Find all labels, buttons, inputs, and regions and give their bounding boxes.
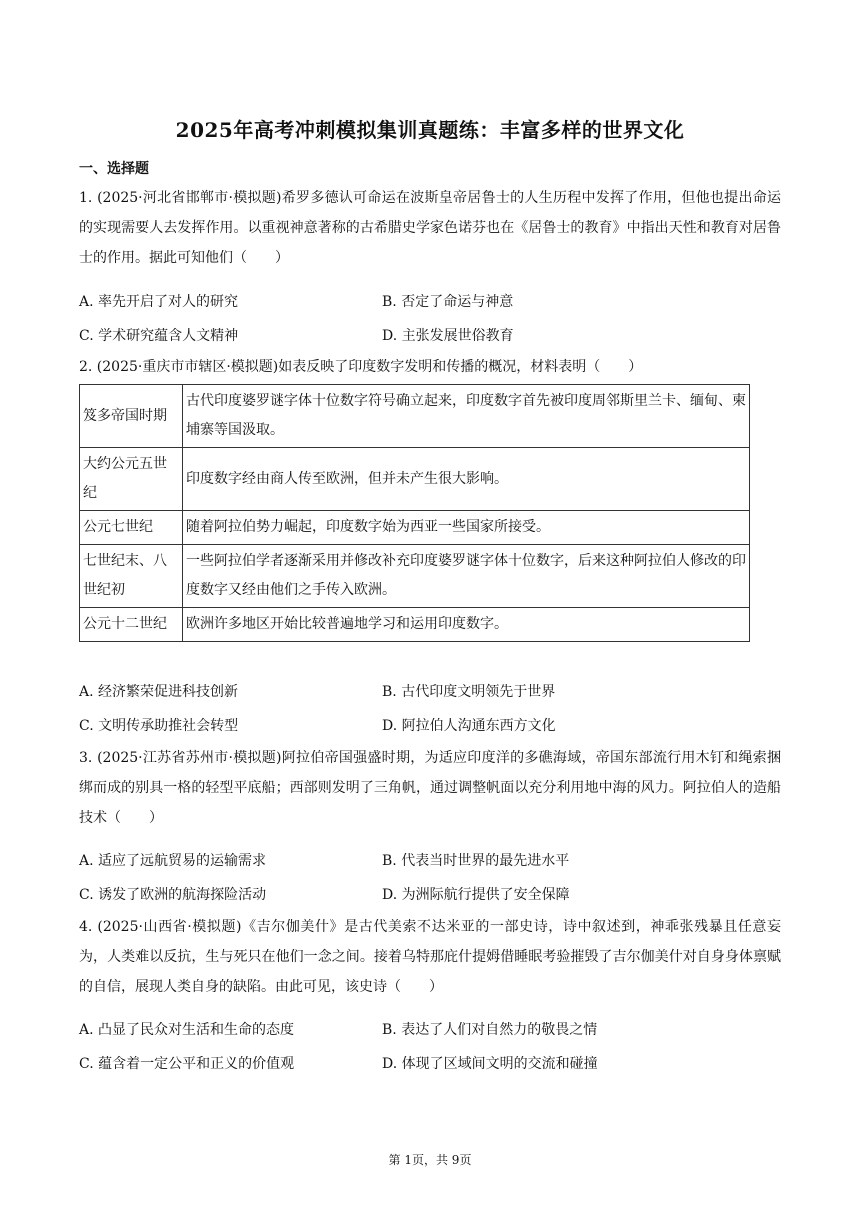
table-row	[80, 608, 750, 642]
q4-option-d[interactable]: D. 体现了区域间文明的交流和碰撞	[382, 1056, 598, 1072]
table-cell-desc: 随着阿拉伯势力崛起，印度数字始为西亚一些国家所接受。	[183, 511, 750, 545]
table-cell-period: 公元十二世纪	[80, 608, 183, 642]
q1-option-c[interactable]: C. 学术研究蕴含人文精神	[79, 328, 239, 344]
q3-option-a[interactable]: A. 适应了远航贸易的运输需求	[79, 853, 267, 869]
table-row	[80, 545, 750, 608]
q2-option-a[interactable]: A. 经济繁荣促进科技创新	[79, 684, 239, 700]
section-heading: 一、选择题	[79, 161, 149, 177]
q2-option-b[interactable]: B. 古代印度文明领先于世界	[382, 684, 556, 700]
table-row	[80, 448, 750, 511]
q4-option-c[interactable]: C. 蕴含着一定公平和正义的价值观	[79, 1056, 295, 1072]
question-2-stem: 2. (2025·重庆市市辖区·模拟题)如表反映了印度数字发明和传播的概况，材料表明（ ）	[79, 359, 643, 375]
q3-option-b[interactable]: B. 代表当时世界的最先进水平	[382, 853, 570, 869]
q4-option-a[interactable]: A. 凸显了民众对生活和生命的态度	[79, 1022, 295, 1038]
question-1-options	[79, 284, 781, 352]
q1-option-d[interactable]: D. 主张发展世俗教育	[382, 328, 514, 344]
q3-option-d[interactable]: D. 为洲际航行提供了安全保障	[382, 887, 570, 903]
table-cell-desc: 古代印度婆罗谜字体十位数字符号确立起来，印度数字首先被印度周邻斯里兰卡、缅甸、柬埔寨等国汲取。	[183, 385, 750, 448]
q4-option-b[interactable]: B. 表达了人们对自然力的敬畏之情	[382, 1022, 598, 1038]
question-1-stem: 1. (2025·河北省邯郸市·模拟题)希罗多德认可命运在波斯皇帝居鲁士的人生历程中发挥了作用，但他也提出命运的实现需要人去发挥作用。以重视神意著称的古希腊史学家色诺芬也在《居鲁士的教育》中指出天性和教育对居鲁士的作用。据此可知他们（ ）	[79, 190, 781, 266]
question-3-options	[79, 843, 781, 911]
table-row	[80, 511, 750, 545]
table-cell-desc: 印度数字经由商人传至欧洲，但并未产生很大影响。	[183, 448, 750, 511]
table-cell-period: 大约公元五世纪	[80, 448, 183, 511]
question-4-stem: 4. (2025·山西省·模拟题)《吉尔伽美什》是古代美索不达米亚的一部史诗，诗中叙述到，神乖张残暴且任意妄为，人类难以反抗，生与死只在他们一念之间。接着乌特那庇什提姆借睡眠考验摧毁了吉尔伽美什对自身身体禀赋的自信，展现人类自身的缺陷。由此可见，该史诗（ ）	[79, 919, 781, 995]
question-2-options	[79, 674, 781, 742]
q2-option-d[interactable]: D. 阿拉伯人沟通东西方文化	[382, 718, 556, 734]
page-number-footer: 第 1页，共 9页	[388, 1153, 472, 1167]
table-cell-period: 七世纪末、八世纪初	[80, 545, 183, 608]
q3-option-c[interactable]: C. 诱发了欧洲的航海探险活动	[79, 887, 267, 903]
table-cell-desc: 一些阿拉伯学者逐渐采用并修改补充印度婆罗谜字体十位数字，后来这种阿拉伯人修改的印度数字又经由他们之手传入欧洲。	[183, 545, 750, 608]
table-row	[80, 385, 750, 448]
table-cell-period: 笈多帝国时期	[80, 385, 183, 448]
question-4-options	[79, 1012, 781, 1080]
page-title: 2025年高考冲刺模拟集训真题练：丰富多样的世界文化	[175, 118, 685, 142]
question-3-stem: 3. (2025·江苏省苏州市·模拟题)阿拉伯帝国强盛时期，为适应印度洋的多礁海域，帝国东部流行用木钉和绳索捆绑而成的别具一格的轻型平底船；西部则发明了三角帆，通过调整帆面以充分利用地中海的风力。阿拉伯人的造船技术（ ）	[79, 750, 781, 826]
question-2-table	[79, 384, 750, 642]
table-cell-period: 公元七世纪	[80, 511, 183, 545]
q1-option-b[interactable]: B. 否定了命运与神意	[382, 294, 514, 310]
q1-option-a[interactable]: A. 率先开启了对人的研究	[79, 294, 239, 310]
table-cell-desc: 欧洲许多地区开始比较普遍地学习和运用印度数字。	[183, 608, 750, 642]
q2-option-c[interactable]: C. 文明传承助推社会转型	[79, 718, 239, 734]
